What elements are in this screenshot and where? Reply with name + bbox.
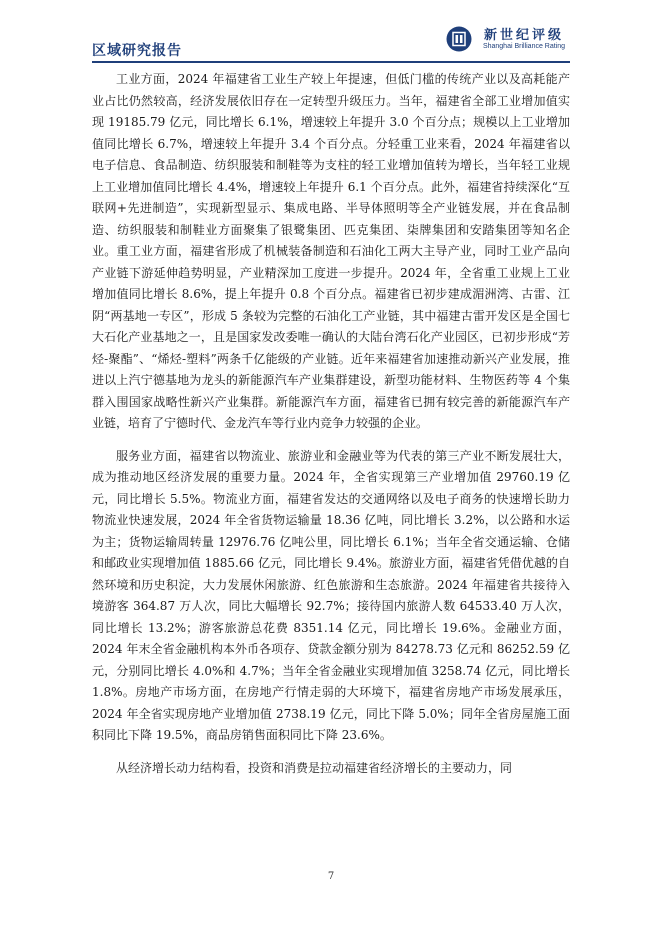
logo-english-name: Shanghai Brilliance Rating: [482, 43, 566, 50]
company-logo: [446, 24, 570, 56]
page-number: 7: [327, 871, 335, 882]
report-body: [92, 69, 570, 790]
logo-chinese-name: 新世纪评级: [483, 28, 564, 43]
company-logo-icon: [446, 26, 472, 52]
paragraph-growth-drivers: 从经济增长动力结构看，投资和消费是拉动福建省经济增长的主要动力，同: [116, 760, 513, 775]
paragraph-industry: 工业方面，2024 年福建省工业生产较上年提速，但低门槛的传统产业以及高耗能产业占比仍然较高，经济发展依旧存在一定转型升级压力。当年，福建省全部工业增加值实现 19185.79 亿元，同比增长 6.1%，增速较上年提升 3.0 个百分点；规模以上工业增加值同比增长 6.7%，增速较上年提升 3.4 个百分点。分轻重工业来看，2024 年福建省以电子信息、食品制造、纺织服装和制鞋等为支柱的轻工业增加值转为增长，当年轻工业规上工业增加值同比增长 4.4%，增速较上年提升 6.1 个百分点。此外，福建省持续深化“互联网+先进制造”，实现新型显示、集成电路、半导体照明等全产业链发展，并在食品制造、纺织服装和制鞋业方面聚集了银鹭集团、匹克集团、柒牌集团和安踏集团等知名企业。重工业方面，福建省形成了机械装备制造和石油化工两大主导产业，同时工业产品向产业链下游延伸趋势明显，产业精深加工度进一步提升。2024 年，全省重工业规上工业增加值同比增长 8.6%，提上年提升 0.8 个百分点。福建省已初步建成湄洲湾、古雷、江阴“两基地一专区”，形成 5 条较为完整的石油化工产业链，其中福建古雷开发区是全国七大石化产业基地之一，且是国家发改委唯一确认的大陆台湾石化产业园区，已初步形成“芳烃-聚酯”、“烯烃-塑料”两条千亿能级的产业链。近年来福建省加速推动新兴产业发展，推进以上汽宁德基地为龙头的新能源汽车产业集群建设，新型功能材料、生物医药等 4 个集群入围国家战略性新兴产业集群。新能源汽车方面，福建省已拥有较完善的新能源汽车产业链，培育了宁德时代、金龙汽车等行业内竞争力较强的企业。: [92, 72, 570, 430]
header-divider: [92, 61, 570, 63]
report-section-title: 区域研究报告: [92, 43, 182, 59]
paragraph-services: 服务业方面，福建省以物流业、旅游业和金融业等为代表的第三产业不断发展壮大，成为推动地区经济发展的重要力量。2024 年，全省实现第三产业增加值 29760.19 亿元，同比增长 5.5%。物流业方面，福建省发达的交通网络以及电子商务的快速增长助力物流业快速发展，2024 年全省货物运输量 18.36 亿吨，同比增长 3.2%，以公路和水运为主；货物运输周转量 12976.76 亿吨公里，同比增长 6.1%；当年全省交通运输、仓储和邮政业实现增加值 1885.66 亿元，同比增长 9.4%。旅游业方面，福建省凭借优越的自然环境和历史积淀，大力发展休闲旅游、红色旅游和生态旅游。2024 年福建省共接待入境游客 364.87 万人次，同比大幅增长 92.7%；接待国内旅游人数 64533.40 万人次，同比增长 13.2%；游客旅游总花费 8351.14 亿元，同比增长 19.6%。金融业方面，2024 年末全省金融机构本外币各项存、贷款金额分别为 84278.73 亿元和 86252.59 亿元，分别同比增长 4.0%和 4.7%；当年全省金融业实现增加值 3258.74 亿元，同比增长 1.8%。房地产市场方面，在房地产行情走弱的大环境下，福建省房地产市场发展承压，2024 年全省实现房地产业增加值 2738.19 亿元，同比下降 5.0%；同年全省房屋施工面积同比下降 19.5%，商品房销售面积同比下降 23.6%。: [92, 448, 570, 742]
